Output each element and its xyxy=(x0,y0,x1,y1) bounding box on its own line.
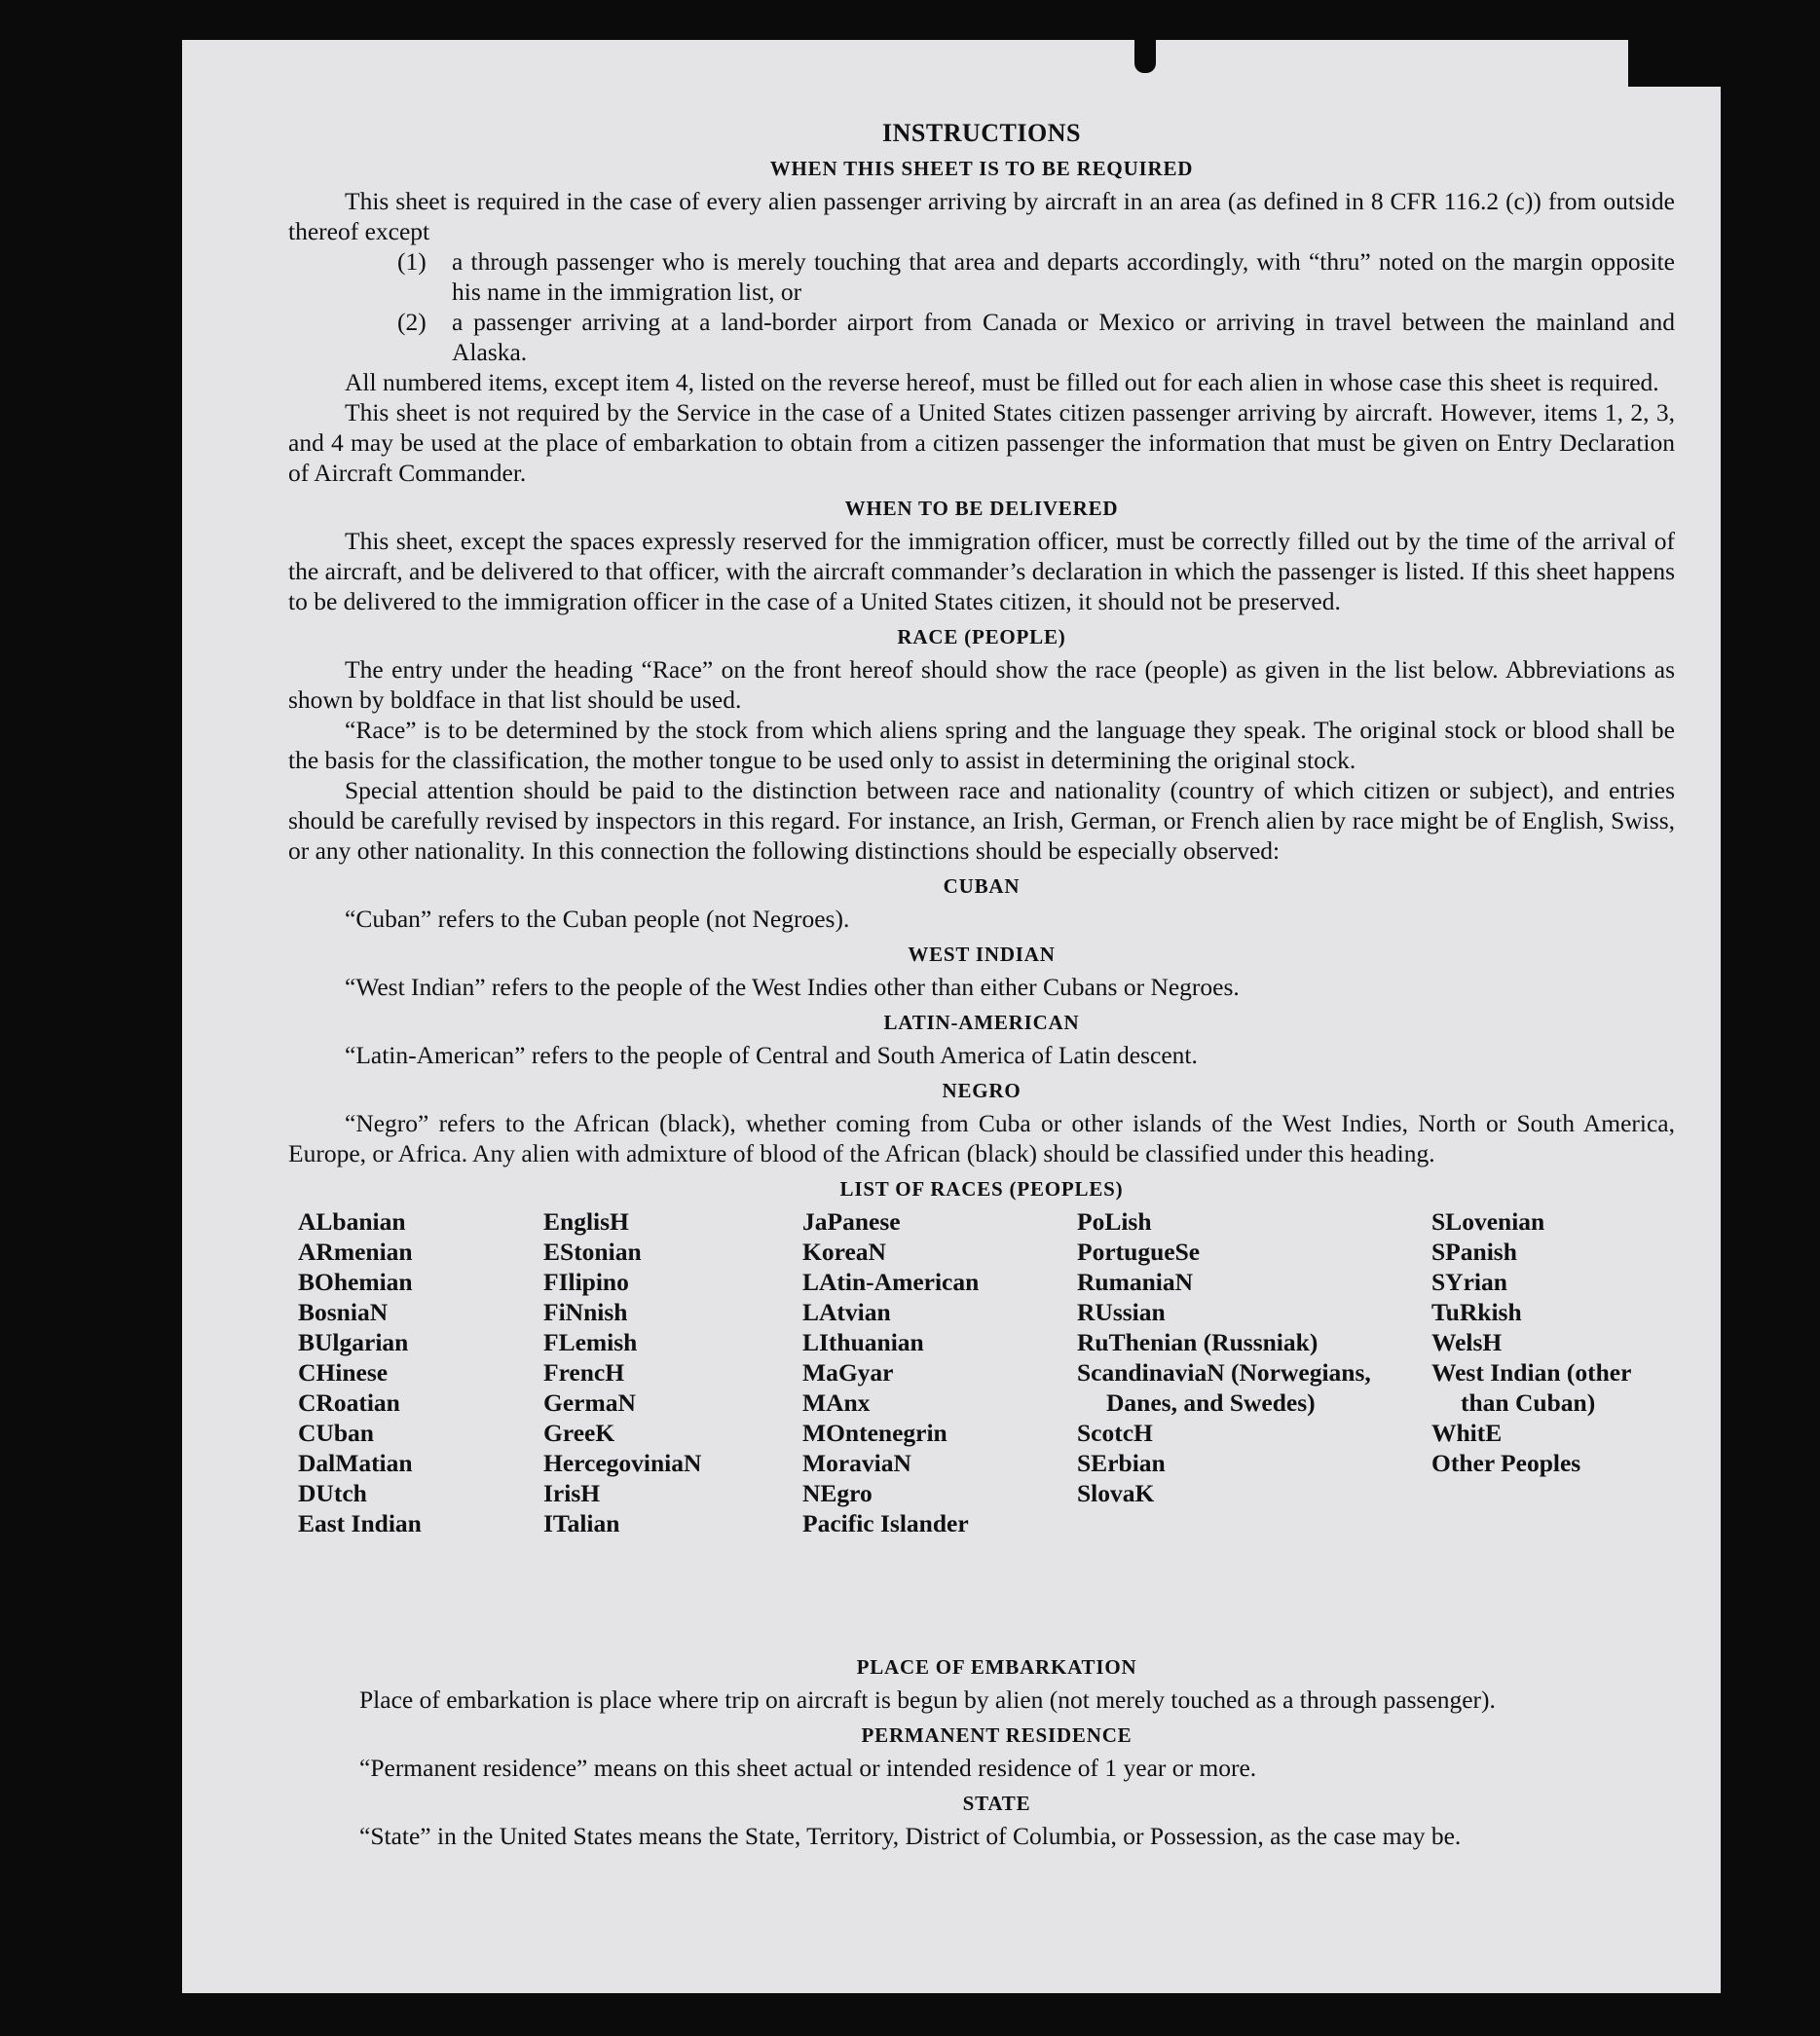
races-column xyxy=(1431,1206,1685,1538)
races-column xyxy=(802,1206,1077,1538)
race-entry: CHinese xyxy=(298,1358,389,1387)
latin-american-text: “Latin-American” refers to the people of Central and South America of Latin descent. xyxy=(345,1041,1198,1069)
race-entry: BUlgarian xyxy=(298,1328,409,1356)
race-entry: RuThenian (Russniak) xyxy=(1077,1328,1319,1356)
race-paragraph-2: “Race” is to be determined by the stock from which aliens spring and the language they speak. The original stock or blood shall be the basis for the classification, the mother tongue to be used only to assist in determining the original stock. xyxy=(288,716,1675,774)
exception-item-1 xyxy=(397,246,1675,307)
race-entry: Pacific Islander xyxy=(802,1509,969,1537)
exception-item-number: (1) xyxy=(397,247,427,276)
heading-west-indian: WEST INDIAN xyxy=(908,943,1056,966)
race-entry: ARmenian xyxy=(298,1238,413,1266)
when-delivered-text: This sheet, except the spaces expressly reserved for the immigration officer, must be correctly filled out by the time of the arrival of the aircraft, and be delivered to that officer, with the aircraft commander’s declaration in which the passenger is listed. If this sheet happens to be delivered to the immigration officer in the case of a United States citizen, it should not be preserved. xyxy=(288,527,1675,615)
instructions-body xyxy=(288,118,1675,1540)
heading-state: STATE xyxy=(962,1792,1031,1815)
race-entry: WelsH xyxy=(1431,1328,1503,1356)
when-required-intro: This sheet is required in the case of every alien passenger arriving by aircraft in an area (as defined in 8 CFR 116.2 (c)) from outside thereof except xyxy=(288,187,1675,245)
heading-latin-american: LATIN-AMERICAN xyxy=(883,1011,1080,1034)
race-entry: DUtch xyxy=(298,1479,367,1507)
race-entry: PoLish xyxy=(1077,1207,1152,1236)
race-entry: MOntenegrin xyxy=(802,1419,947,1447)
heading-cuban: CUBAN xyxy=(943,874,1021,898)
race-entry: MAnx xyxy=(802,1388,871,1417)
race-entry: KoreaN xyxy=(802,1238,886,1266)
race-entry: West Indian (other than Cuban) xyxy=(1431,1358,1631,1417)
race-entry: TuRkish xyxy=(1431,1298,1522,1326)
heading-when-required: WHEN THIS SHEET IS TO BE REQUIRED xyxy=(769,157,1194,180)
numbered-items-paragraph: All numbered items, except item 4, listed on the reverse hereof, must be filled out for each alien in whose case this sheet is required. xyxy=(345,368,1659,396)
race-entry: BOhemian xyxy=(298,1268,413,1296)
heading-when-delivered: WHEN TO BE DELIVERED xyxy=(844,497,1119,520)
west-indian-text: “West Indian” refers to the people of the West Indies other than either Cubans or Negroes. xyxy=(345,973,1240,1001)
race-paragraph-3: Special attention should be paid to the distinction between race and nationality (country of which citizen or subject), and entries should be carefully revised by inspectors in this regard. For instance, an Irish, German, or French alien by race might be of English, Swiss, or any other nationality. In this connection the following distinctions should be especially observed: xyxy=(288,776,1675,865)
race-entry: SLovenian xyxy=(1431,1207,1545,1236)
race-entry: SPanish xyxy=(1431,1238,1517,1266)
race-entry: RumaniaN xyxy=(1077,1268,1194,1296)
race-entry: CRoatian xyxy=(298,1388,400,1417)
bottom-sections xyxy=(303,1647,1690,1851)
race-entry: IrisH xyxy=(543,1479,601,1507)
race-entry: HercegoviniaN xyxy=(543,1449,702,1477)
race-entry: GermaN xyxy=(543,1388,636,1417)
heading-place-of-embarkation: PLACE OF EMBARKATION xyxy=(856,1655,1137,1679)
race-entry: GreeK xyxy=(543,1419,615,1447)
race-entry: LAtin-American xyxy=(802,1268,980,1296)
scan-corner-mark xyxy=(1628,40,1721,87)
race-entry: LIthuanian xyxy=(802,1328,924,1356)
negro-text: “Negro” refers to the African (black), whether coming from Cuba or other islands of the West Indies, North or South America, Europe, or Africa. Any alien with admixture of blood of the African (black) should be classified under this heading. xyxy=(288,1109,1675,1167)
document-page xyxy=(182,40,1721,1993)
race-entry: MoraviaN xyxy=(802,1449,911,1477)
race-entry: MaGyar xyxy=(802,1358,894,1387)
race-entry: DalMatian xyxy=(298,1449,413,1477)
race-entry: SYrian xyxy=(1431,1268,1507,1296)
exception-item-text: a passenger arriving at a land-border airport from Canada or Mexico or arriving in travel between the mainland and Alaska. xyxy=(452,308,1675,366)
race-entry: SErbian xyxy=(1077,1449,1166,1477)
race-entry: EnglisH xyxy=(543,1207,629,1236)
race-entry: SlovaK xyxy=(1077,1479,1155,1507)
page-title: INSTRUCTIONS xyxy=(882,119,1081,147)
races-column xyxy=(298,1206,543,1538)
race-entry: ScandinaviaN (Norwegians, Danes, and Swedes) xyxy=(1077,1358,1371,1417)
race-entry: Other Peoples xyxy=(1431,1449,1581,1477)
race-entry: PortugueSe xyxy=(1077,1238,1201,1266)
state-text: “State” in the United States means the State, Territory, District of Columbia, or Possession, as the case may be. xyxy=(359,1822,1462,1850)
race-entry: RUssian xyxy=(1077,1298,1166,1326)
permanent-residence-text: “Permanent residence” means on this sheet actual or intended residence of 1 year or more. xyxy=(359,1754,1257,1782)
exception-item-text: a through passenger who is merely touching that area and departs accordingly, with “thru” noted on the margin opposite his name in the immigration list, or xyxy=(452,247,1675,306)
cuban-text: “Cuban” refers to the Cuban people (not Negroes). xyxy=(345,905,850,933)
exception-item-number: (2) xyxy=(397,308,427,336)
race-entry: CUban xyxy=(298,1419,374,1447)
race-entry: LAtvian xyxy=(802,1298,891,1326)
heading-race: RACE (PEOPLE) xyxy=(897,625,1066,648)
race-entry: JaPanese xyxy=(802,1207,901,1236)
race-entry: NEgro xyxy=(802,1479,873,1507)
race-paragraph-1: The entry under the heading “Race” on the front hereof should show the race (people) as given in the list below. Abbreviations as shown by boldface in that list should be used. xyxy=(288,655,1675,714)
heading-negro: NEGRO xyxy=(942,1079,1021,1102)
race-entry: ITalian xyxy=(543,1509,620,1537)
race-entry: ALbanian xyxy=(298,1207,406,1236)
race-entry: BosniaN xyxy=(298,1298,389,1326)
heading-list-of-races: LIST OF RACES (PEOPLES) xyxy=(839,1177,1124,1201)
races-list xyxy=(298,1206,1675,1538)
race-entry: EStonian xyxy=(543,1238,642,1266)
place-of-embarkation-text: Place of embarkation is place where trip on aircraft is begun by alien (not merely touched as a through passenger). xyxy=(359,1685,1496,1714)
race-entry: East Indian xyxy=(298,1509,422,1537)
races-column xyxy=(1077,1206,1431,1538)
race-entry: FrencH xyxy=(543,1358,625,1387)
race-entry: FLemish xyxy=(543,1328,638,1356)
race-entry: WhitE xyxy=(1431,1419,1503,1447)
race-entry: FiNnish xyxy=(543,1298,628,1326)
races-column xyxy=(543,1206,802,1538)
heading-permanent-residence: PERMANENT RESIDENCE xyxy=(861,1723,1133,1747)
scan-top-blot xyxy=(1134,40,1156,73)
race-entry: ScotcH xyxy=(1077,1419,1153,1447)
citizen-passenger-paragraph: This sheet is not required by the Service in the case of a United States citizen passenger arriving by aircraft. However, items 1, 2, 3, and 4 may be used at the place of embarkation to obtain from a citizen passenger the information that must be given on Entry Declaration of Aircraft Commander. xyxy=(288,398,1675,487)
race-entry: FIlipino xyxy=(543,1268,629,1296)
exception-item-2 xyxy=(397,307,1675,367)
